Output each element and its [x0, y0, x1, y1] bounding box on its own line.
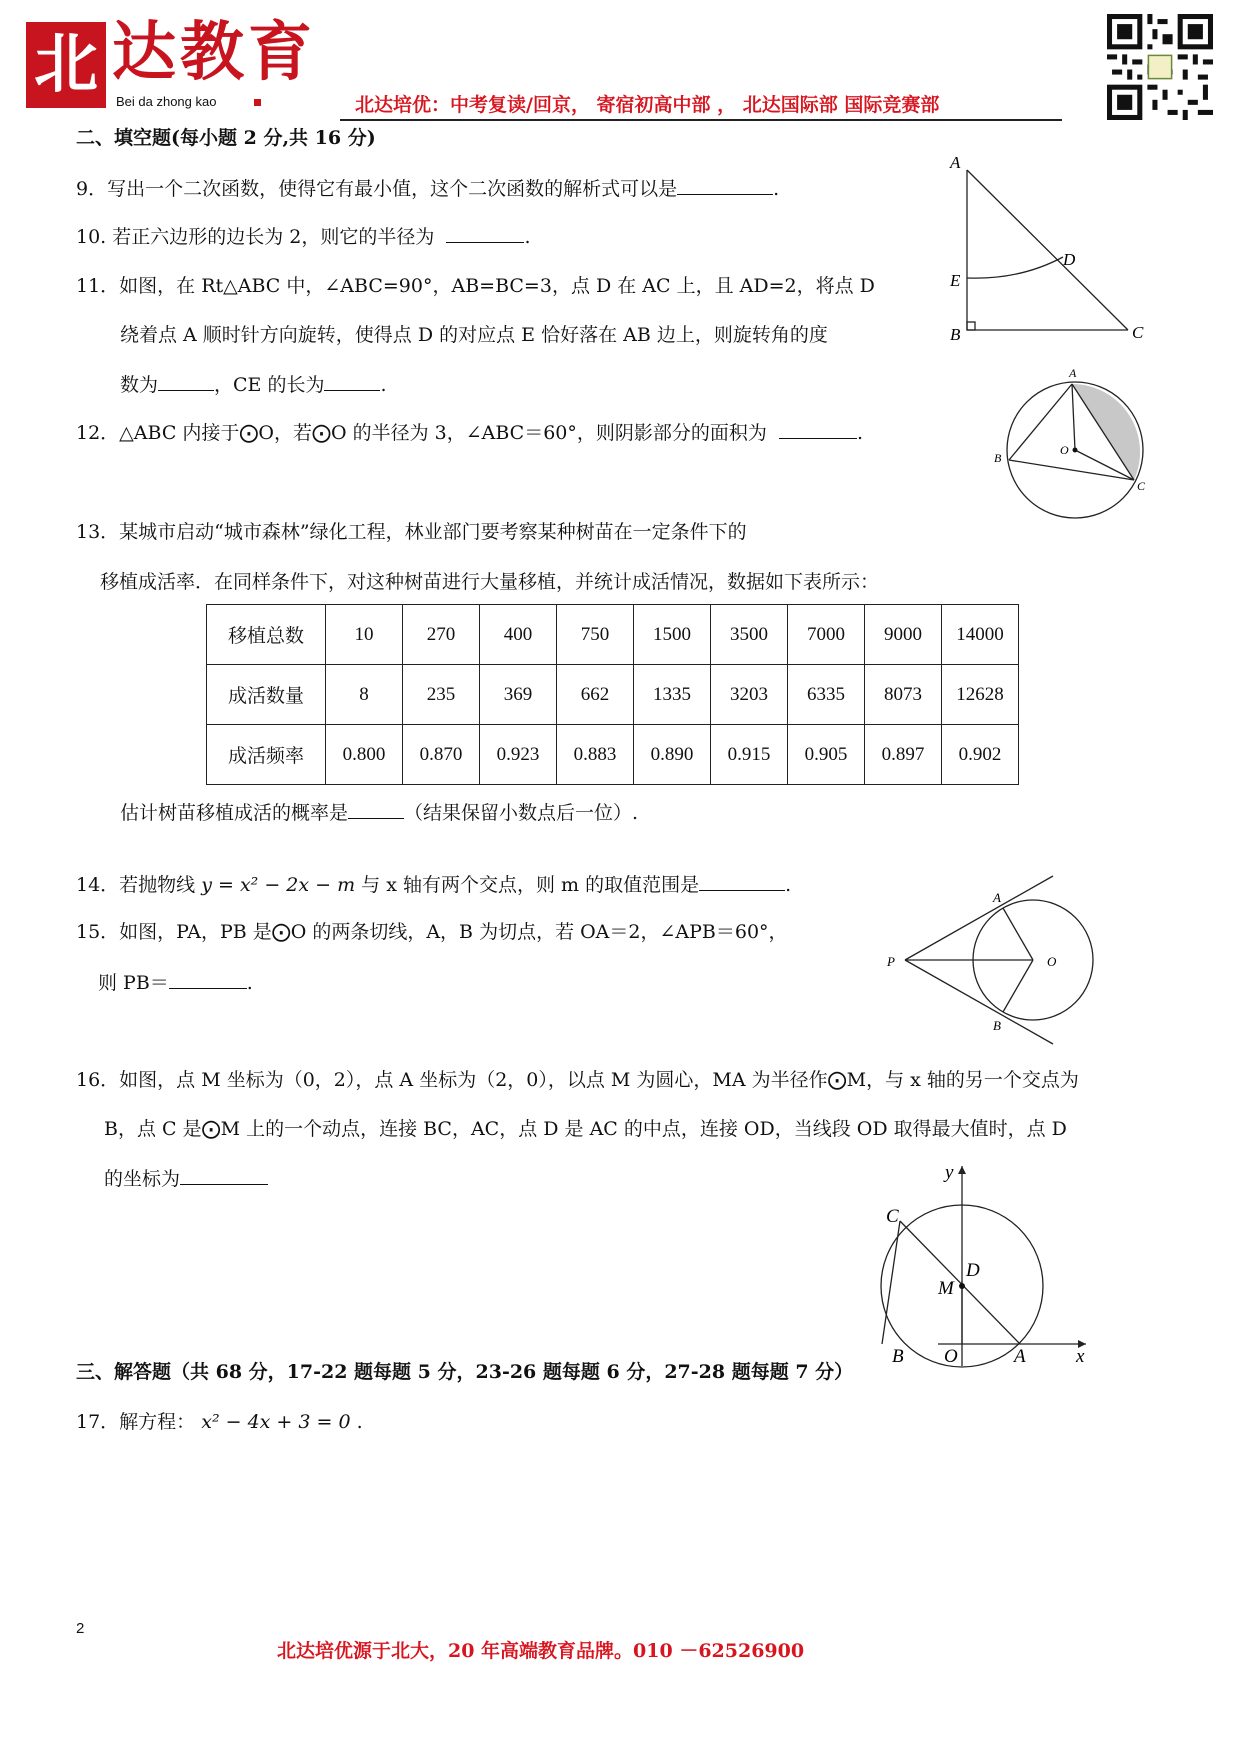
question-10	[76, 224, 530, 249]
answer-blank	[158, 372, 214, 391]
qr-code-icon	[1107, 14, 1213, 120]
question-11-line-1: 11．如图，在 Rt△ABC 中，∠ABC=90°，AB=BC=3，点 D 在 AC 上，且 AD=2，将点 D	[76, 275, 875, 297]
section-title-solve: 三、解答题（共 68 分，17-22 题每题 5 分，23-26 题每题 6 分，27-28 题每题 7 分）	[76, 1361, 854, 1383]
table-cell: 0.890	[634, 725, 711, 785]
question-14	[76, 872, 791, 897]
question-11-text-a: 数为	[120, 374, 159, 396]
question-10-text: 10. 若正六边形的边长为 2，则它的半径为	[76, 226, 435, 248]
answer-blank	[348, 800, 404, 819]
question-12	[76, 420, 863, 445]
figure-q16-coordinate-circle	[866, 1156, 1106, 1370]
table-cell: 8073	[865, 665, 942, 725]
label-y-axis: y	[945, 1162, 954, 1183]
question-10-end: .	[524, 226, 531, 248]
table-cell: 6335	[788, 665, 865, 725]
question-13-text-a: 估计树苗移植成活的概率是	[120, 802, 349, 824]
label-E: E	[950, 271, 961, 290]
label-x-axis: x	[1076, 1346, 1085, 1367]
answer-blank	[324, 372, 380, 391]
label-A: A	[1069, 366, 1077, 380]
parabola-formula: y = x² − 2x − m	[201, 874, 356, 896]
question-11-line-2: 绕着点 A 顺时针方向旋转，使得点 D 的对应点 E 恰好落在 AB 边上，则旋转角的度	[120, 324, 828, 346]
equation-formula: x² − 4x + 3 = 0	[201, 1411, 351, 1433]
table-row-header: 成活数量	[207, 665, 326, 725]
label-B: B	[994, 451, 1002, 465]
table-cell: 14000	[942, 605, 1019, 665]
answer-blank	[180, 1166, 268, 1185]
question-15-text: 则 PB＝	[98, 972, 169, 994]
section-title-fill-in: 二、填空题(每小题 2 分,共 16 分)	[76, 127, 376, 149]
table-cell: 8	[326, 665, 403, 725]
label-D: D	[966, 1260, 980, 1281]
logo-pinyin: Bei da zhong kao	[116, 94, 217, 109]
question-15-line-2	[98, 970, 253, 995]
question-13-answer-line	[120, 800, 638, 825]
page-number: 2	[76, 1620, 85, 1637]
question-14-prefix: 14．若抛物线	[76, 874, 196, 896]
label-C: C	[1137, 479, 1146, 493]
answer-blank	[677, 176, 773, 195]
label-O: O	[1047, 954, 1057, 969]
question-9-end: .	[773, 178, 780, 200]
question-12-end: .	[856, 422, 863, 444]
table-row-header: 成活频率	[207, 725, 326, 785]
table-row	[207, 725, 1019, 785]
logo-dot	[254, 99, 261, 106]
question-13-text-b: （结果保留小数点后一位）.	[404, 802, 639, 824]
question-11-text-b: ，CE 的长为	[214, 374, 325, 396]
question-16-line-1: 16．如图，点 M 坐标为（0，2），点 A 坐标为（2，0），以点 M 为圆心，MA 为半径作⨀M，与 x 轴的另一个交点为	[76, 1069, 1079, 1091]
table-cell: 3500	[711, 605, 788, 665]
table-cell: 0.897	[865, 725, 942, 785]
table-cell: 1500	[634, 605, 711, 665]
table-cell: 235	[403, 665, 480, 725]
question-14-text: 与 x 轴有两个交点，则 m 的取值范围是	[361, 874, 700, 896]
question-17	[76, 1410, 363, 1434]
survival-data-table	[206, 604, 1019, 785]
label-D: D	[1063, 250, 1076, 269]
label-C: C	[1132, 323, 1144, 342]
table-cell: 0.923	[480, 725, 557, 785]
table-cell: 270	[403, 605, 480, 665]
table-cell: 0.800	[326, 725, 403, 785]
table-cell: 0.870	[403, 725, 480, 785]
question-12-text: 12．△ABC 内接于⨀O，若⨀O 的半径为 3，∠ABC＝60°，则阴影部分的面积为	[76, 422, 767, 444]
table-row-header: 移植总数	[207, 605, 326, 665]
question-11-end: .	[380, 374, 387, 396]
table-cell: 12628	[942, 665, 1019, 725]
table-cell: 750	[557, 605, 634, 665]
label-C: C	[886, 1206, 899, 1227]
answer-blank	[169, 970, 247, 989]
question-13-line-1: 13．某城市启动“城市森林”绿化工程，林业部门要考察某种树苗在一定条件下的	[76, 521, 747, 543]
table-cell: 0.905	[788, 725, 865, 785]
question-14-end: .	[785, 874, 792, 896]
table-cell: 0.902	[942, 725, 1019, 785]
answer-blank	[446, 224, 524, 243]
label-A: A	[1014, 1346, 1026, 1367]
label-O: O	[1060, 443, 1069, 457]
table-row	[207, 605, 1019, 665]
footer-slogan: 北达培优源于北大，20 年高端教育品牌。010 －62526900	[277, 1640, 805, 1662]
label-A: A	[993, 890, 1001, 905]
question-15-line-1: 15．如图，PA，PB 是⨀O 的两条切线，A，B 为切点，若 OA＝2，∠APB＝60°，	[76, 921, 788, 943]
question-16-line-2: B，点 C 是⨀M 上的一个动点，连接 BC，AC，点 D 是 AC 的中点，连接 OD，当线段 OD 取得最大值时，点 D	[104, 1118, 1067, 1140]
table-cell: 10	[326, 605, 403, 665]
figure-q15-tangents	[875, 868, 1085, 1044]
label-B: B	[993, 1018, 1001, 1033]
table-cell: 0.915	[711, 725, 788, 785]
question-17-prefix: 17．解方程：	[76, 1411, 196, 1433]
label-B: B	[950, 325, 961, 344]
question-17-end: .	[356, 1411, 363, 1433]
table-cell: 3203	[711, 665, 788, 725]
question-16-line-3	[104, 1166, 268, 1191]
table-cell: 9000	[865, 605, 942, 665]
question-13-line-2: 移植成活率．在同样条件下，对这种树苗进行大量移植，并统计成活情况，数据如下表所示：	[100, 571, 880, 593]
label-M: M	[938, 1278, 954, 1299]
header-rule	[340, 119, 1062, 121]
table-cell: 662	[557, 665, 634, 725]
header-slogan: 北达培优：中考复读/回京， 寄宿初高中部 ， 北达国际部 国际竞赛部	[355, 94, 940, 116]
answer-blank	[779, 420, 857, 439]
question-9-text: 9．写出一个二次函数，使得它有最小值，这个二次函数的解析式可以是	[76, 178, 678, 200]
label-P: P	[887, 954, 895, 969]
label-B: B	[892, 1346, 904, 1367]
table-row	[207, 665, 1019, 725]
question-16-text: 的坐标为	[104, 1168, 181, 1190]
question-9	[76, 176, 779, 201]
label-A: A	[950, 153, 961, 172]
table-cell: 1335	[634, 665, 711, 725]
logo-name: 达教育	[112, 15, 316, 90]
question-15-end: .	[246, 972, 253, 994]
table-cell: 7000	[788, 605, 865, 665]
table-cell: 369	[480, 665, 557, 725]
question-11-line-3	[120, 372, 387, 397]
table-cell: 0.883	[557, 725, 634, 785]
answer-blank	[699, 872, 785, 891]
table-cell: 400	[480, 605, 557, 665]
figure-q12-circle	[990, 362, 1160, 522]
label-O: O	[944, 1346, 958, 1367]
figure-q11-triangle	[940, 150, 1144, 350]
logo-mark: 北	[26, 22, 106, 108]
